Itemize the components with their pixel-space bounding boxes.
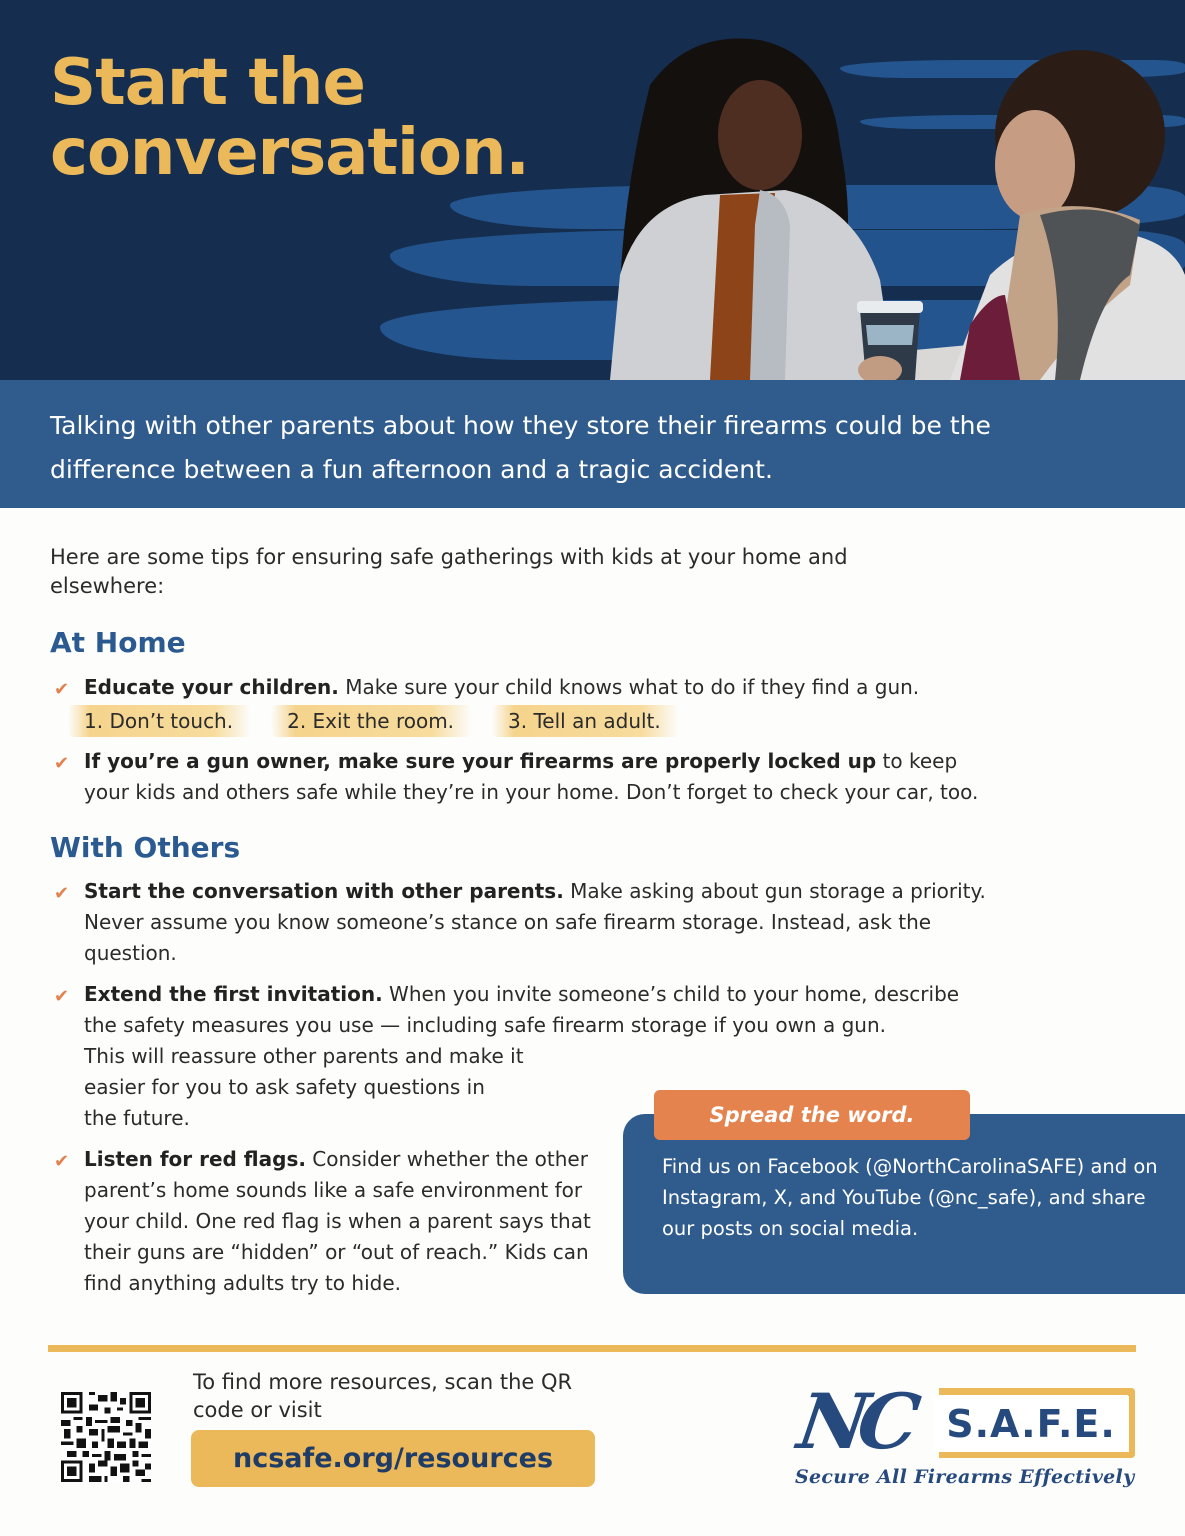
- tip-text: Consider whether the other parent’s home sounds like a safe environment for your child. One red flag is when a parent says that their guns are “hidden” or “out of reach.” Kids can find anything adults try to hide.: [84, 1147, 591, 1295]
- title-line-1: Start the: [50, 46, 365, 120]
- social-media-text: Find us on Facebook (@NorthCarolinaSAFE) and on Instagram, X, and YouTube (@nc_safe), and share our posts on social media.: [662, 1155, 1158, 1240]
- tip-text: Make asking about gun storage a priority. Never assume you know someone’s stance on safe firearm storage. Instead, ask the question.: [84, 879, 986, 965]
- footer-divider: [48, 1345, 1136, 1352]
- step-dont-touch: 1. Don’t touch.: [68, 705, 251, 737]
- step-exit-room: 2. Exit the room.: [271, 705, 472, 737]
- checkmark-icon: ✔: [54, 679, 70, 700]
- resources-link[interactable]: ncsafe.org/resources: [191, 1430, 595, 1487]
- tip-text: When you invite someone’s child to your home, describe the safety measures you use — including safe firearm storage if you own a gun.: [84, 982, 960, 1037]
- checkmark-icon: ✔: [54, 1151, 70, 1172]
- checkmark-icon: ✔: [54, 753, 70, 774]
- logo-nc-text: NC: [792, 1377, 916, 1466]
- subheading-band: [0, 380, 1185, 508]
- tip-bold: Extend the first invitation.: [84, 982, 383, 1006]
- nc-safe-logo: [792, 1377, 1143, 1500]
- tip-lock-firearms: [54, 746, 989, 808]
- hero-banner: [0, 0, 1185, 380]
- tip-educate-children: [54, 672, 954, 703]
- subheading-text: Talking with other parents about how they store their firearms could be the difference between a fun afternoon and a tragic accident.: [50, 411, 991, 484]
- child-steps: [68, 705, 679, 737]
- tip-bold: Listen for red flags.: [84, 1147, 306, 1171]
- tip-text-continued: This will reassure other parents and make it easier for you to ask safety questions in the future.: [84, 1044, 524, 1130]
- tip-start-conversation: [54, 876, 1004, 969]
- page-title: [50, 48, 529, 188]
- tip-text: Make sure your child knows what to do if they find a gun.: [338, 675, 920, 699]
- heading-with-others: With Others: [50, 831, 241, 864]
- conversation-photo: [610, 25, 1185, 380]
- checkmark-icon: ✔: [54, 986, 70, 1007]
- checkmark-icon: ✔: [54, 883, 70, 904]
- intro-text: Here are some tips for ensuring safe gatherings with kids at your home and elsewhere:: [50, 545, 848, 598]
- title-line-2: conversation.: [50, 116, 529, 190]
- qr-code-icon[interactable]: [60, 1392, 152, 1482]
- step-tell-adult: 3. Tell an adult.: [492, 705, 679, 737]
- tip-bold: If you’re a gun owner, make sure your firearms are properly locked up: [84, 749, 877, 773]
- spread-the-word-label: Spread the word.: [654, 1090, 970, 1140]
- logo-safe-text: S.A.F.E.: [933, 1396, 1129, 1452]
- logo-tagline: Secure All Firearms Effectively: [795, 1466, 1135, 1488]
- tip-bold: Start the conversation with other parents.: [84, 879, 564, 903]
- footer-resources-text: To find more resources, scan the QR code or visit: [193, 1370, 573, 1422]
- tip-red-flags: [54, 1144, 599, 1299]
- heading-at-home: At Home: [50, 626, 186, 659]
- tip-text: to keep your kids and others safe while they’re in your home. Don’t forget to check your car, too.: [84, 749, 979, 804]
- tip-bold: Educate your children.: [84, 675, 339, 699]
